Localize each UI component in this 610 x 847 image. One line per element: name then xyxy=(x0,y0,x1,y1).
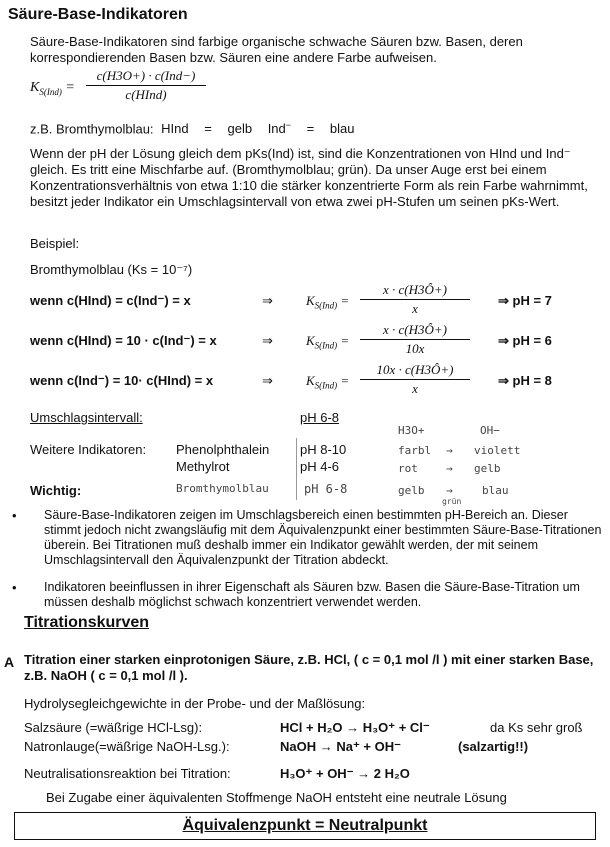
ks-symbol: K xyxy=(30,80,40,95)
titration-heading: Titrationskurven xyxy=(24,614,150,631)
indicator-range: pH 8-10 xyxy=(300,442,347,457)
bullet-dot-icon: • xyxy=(12,508,17,523)
bullet-text: Säure-Base-Indikatoren zeigen im Umschlagsbereich einen bestimmten pH-Bereich an. Dieser stimmt jedoch nicht zwangsläufig mit dem Äquivalenzpunkt einer bestimmten Säure-Base-Titrationen überein. Bei Titrationen muß deshalb immer ein Indikator gewählt werden, der mit seinem Umschlagsintervall den Äquivalenzpunkt der Titration abdeckt. xyxy=(44,508,602,567)
case-fraction xyxy=(360,282,470,317)
case-arrow: ⇒ xyxy=(262,373,273,388)
neutral-label: Neutralisationsreaktion bei Titration: xyxy=(24,766,231,781)
case-condition: wenn c(HInd) = 10 · c(Ind⁻) = x xyxy=(30,333,217,348)
case-denominator: x xyxy=(412,301,418,316)
salz-label: Salzsäure (=wäßrige HCl-Lsg): xyxy=(24,720,203,735)
handwritten-arrow: → xyxy=(446,462,453,475)
page-title: Säure-Base-Indikatoren xyxy=(8,6,188,23)
natron-equation: NaOH → Na⁺ + OH⁻ xyxy=(280,739,401,754)
hind-label: HInd xyxy=(161,121,189,137)
fraction-bar xyxy=(360,379,470,380)
indicator-range: pH 4-6 xyxy=(300,459,340,474)
ks-denominator: c(HInd) xyxy=(125,87,167,102)
case-fraction xyxy=(360,322,470,357)
handwritten-range: pH 6-8 xyxy=(304,482,348,496)
handwritten-gruen: grün xyxy=(442,497,462,506)
case-result: ⇒ pH = 8 xyxy=(498,373,552,388)
natron-label: Natronlauge(=wäßrige NaOH-Lsg.): xyxy=(24,739,230,754)
umschlag-value: pH 6-8 xyxy=(300,410,340,425)
umschlag-label: Umschlagsintervall: xyxy=(30,410,143,425)
ks-subscript: S(Ind) xyxy=(39,86,62,97)
case-arrow: ⇒ xyxy=(262,293,273,308)
case-ks-symbol: K xyxy=(306,293,315,308)
handwritten-color-left: farbl xyxy=(398,444,432,457)
section-letter: A xyxy=(4,654,15,670)
example-prefix: z.B. Bromthymolblau: xyxy=(30,121,154,137)
ks-formula-lhs: $K_{S(Ind)}$ = xyxy=(30,80,75,97)
case-ks-symbol: K xyxy=(306,333,315,348)
indicator-name: Methylrot xyxy=(176,459,230,474)
case-numerator: x · c(H3Ô+) xyxy=(383,322,447,337)
case-ks-symbol: K xyxy=(306,373,315,388)
ks-numerator: c(H3O+) · c(Ind−) xyxy=(96,68,196,83)
case-fraction xyxy=(360,362,470,397)
fraction-bar xyxy=(86,85,206,86)
handwritten-color-left: gelb xyxy=(398,484,425,497)
salz-equation: HCl + H₂O → H₃O⁺ + Cl⁻ xyxy=(280,720,430,735)
color-gelb: gelb xyxy=(227,121,253,137)
case-arrow: ⇒ xyxy=(262,333,273,348)
equals-sign-2: = xyxy=(306,121,315,137)
salz-note: da Ks sehr groß xyxy=(490,720,583,735)
handwritten-color-right: blau xyxy=(482,484,509,497)
explanation-paragraph: Wenn der pH der Lösung gleich dem pKs(Ind) ist, sind die Konzentrationen von HInd und Ind⁻ gleich. Es tritt eine Mischfarbe auf. (Bromthymolblau; grün). Da unser Auge erst bei einem Konzentrationsverhältnis von etwa 1:10 die stärker konzentrierte Form als rein Farbe wahrnimmt, besitzt jeder Indikator ein Umschlagsintervall von etwa zwei pH-Stufen um seinen pKs-Wert. xyxy=(30,146,588,209)
wichtig-label: Wichtig: xyxy=(30,483,82,498)
handwritten-bromthymol: Bromthymolblau xyxy=(176,482,269,495)
indicator-table-divider xyxy=(296,438,297,500)
case-ks-sub: S(Ind) xyxy=(314,380,338,391)
ks-formula-fraction xyxy=(86,68,206,103)
equals-sign: = xyxy=(204,121,212,137)
handwritten-arrow: → xyxy=(446,444,453,457)
fraction-bar xyxy=(360,339,470,340)
ind-sup: − xyxy=(285,120,292,130)
indicator-name: Phenolphthalein xyxy=(176,442,270,457)
case-ks-sub: S(Ind) xyxy=(314,340,338,351)
handwritten-color-left: rot xyxy=(398,462,418,475)
handwritten-oh: OH− xyxy=(480,424,500,437)
case-ks-sub: S(Ind) xyxy=(314,300,338,311)
section-a-title: Titration einer starken einprotonigen Säure, z.B. HCl, ( c = 0,1 mol /l ) mit einer starken Base, z.B. NaOH ( c = 0,1 mol /l ). xyxy=(24,652,594,683)
handwritten-arrow: → xyxy=(446,484,453,497)
case-result: ⇒ pH = 6 xyxy=(498,333,552,348)
case-condition: wenn c(Ind⁻) = 10· c(HInd) = x xyxy=(30,373,214,388)
intro-paragraph: Säure-Base-Indikatoren sind farbige organische schwache Säuren bzw. Basen, deren korrespondierenden Basen bzw. Säuren eine andere Farbe aufweisen. xyxy=(30,34,523,65)
case-denominator: 10x xyxy=(405,341,425,356)
bullet-dot-icon: • xyxy=(12,580,17,595)
hydrolyse-line: Hydrolysegleichgewichte in der Probe- und der Maßlösung: xyxy=(24,696,366,711)
aequivalenzpunkt-text: Äquivalenzpunkt = Neutralpunkt xyxy=(182,817,428,834)
neutral-equation: H₃O⁺ + OH⁻ → 2 H₂O xyxy=(280,766,410,781)
case-condition: wenn c(HInd) = c(Ind⁻) = x xyxy=(30,293,191,308)
case-denominator: x xyxy=(412,381,418,396)
natron-note: (salzartig!!) xyxy=(458,739,529,754)
bromthymol-ks: Bromthymolblau (Ks = 10⁻⁷) xyxy=(30,262,193,277)
case-ks: $K_{S(Ind)}$ = xyxy=(306,373,350,391)
example-bromthymol-line xyxy=(30,120,354,136)
bullet-text: Indikatoren beeinflussen in ihrer Eigenschaft als Säuren bzw. Basen die Säure-Base-Titration um müssen deshalb möglichst schwach konzentriert verwendet werden. xyxy=(44,580,580,609)
handwritten-color-right: gelb xyxy=(474,462,501,475)
ind-label: Ind xyxy=(267,121,286,137)
case-ks: $K_{S(Ind)}$ = xyxy=(306,333,350,351)
case-numerator: x · c(H3Ô+) xyxy=(383,282,447,297)
fraction-bar xyxy=(360,299,470,300)
handwritten-color-right: violett xyxy=(474,444,521,457)
zugabe-line: Bei Zugabe einer äquivalenten Stoffmenge NaOH entsteht eine neutrale Lösung xyxy=(46,790,507,805)
handwritten-h3o: H3O+ xyxy=(398,424,425,437)
weitere-label: Weitere Indikatoren: xyxy=(30,442,147,457)
case-result: ⇒ pH = 7 xyxy=(498,293,552,308)
color-blau: blau xyxy=(329,121,355,137)
case-ks: $K_{S(Ind)}$ = xyxy=(306,293,350,311)
beispiel-label: Beispiel: xyxy=(30,236,80,251)
aequivalenzpunkt-box xyxy=(14,812,596,840)
case-numerator: 10x · c(H3Ô+) xyxy=(376,362,454,377)
